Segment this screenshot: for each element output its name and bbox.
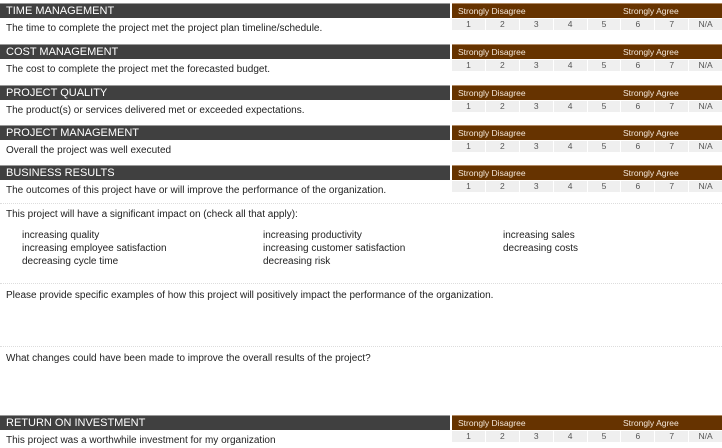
rating-option-5[interactable]: 5	[588, 141, 621, 152]
scale-header	[452, 125, 722, 140]
scale-header	[452, 415, 722, 430]
section-title: BUSINESS RESULTS	[0, 165, 450, 180]
rating-option-4[interactable]: 4	[554, 19, 587, 30]
open-question-changes: What changes could have been made to improve the overall results of the project?	[6, 353, 371, 364]
statement: This project was a worthwhile investment for my organization	[6, 435, 276, 446]
rating-option-1[interactable]: 1	[452, 101, 485, 112]
rating-option-5[interactable]: 5	[588, 431, 621, 442]
statement: The cost to complete the project met the forecasted budget.	[6, 64, 271, 75]
rating-option-1[interactable]: 1	[452, 141, 485, 152]
impact-option-decreasing-costs[interactable]: decreasing costs	[503, 243, 579, 254]
scale-right-label: Strongly Agree	[623, 88, 679, 98]
rating-option-7[interactable]: 7	[655, 181, 688, 192]
rating-option-6[interactable]: 6	[621, 60, 654, 71]
rating-option-na[interactable]: N/A	[689, 181, 722, 192]
rating-scale	[452, 431, 722, 442]
rating-option-4[interactable]: 4	[554, 181, 587, 192]
section-title: COST MANAGEMENT	[0, 44, 450, 59]
rating-option-6[interactable]: 6	[621, 181, 654, 192]
impact-option-decreasing-cycle-time[interactable]: decreasing cycle time	[22, 256, 119, 267]
impact-option-increasing-quality[interactable]: increasing quality	[22, 230, 100, 241]
rating-option-5[interactable]: 5	[588, 60, 621, 71]
rating-option-7[interactable]: 7	[655, 141, 688, 152]
divider	[0, 203, 722, 204]
statement: Overall the project was well executed	[6, 145, 172, 156]
rating-option-na[interactable]: N/A	[689, 141, 722, 152]
divider	[0, 283, 722, 284]
statement: The outcomes of this project have or will improve the performance of the organization.	[6, 185, 387, 196]
scale-right-label: Strongly Agree	[623, 128, 679, 138]
section-title: PROJECT QUALITY	[0, 85, 450, 100]
scale-left-label: Strongly Disagree	[458, 418, 526, 428]
rating-option-3[interactable]: 3	[520, 19, 553, 30]
rating-option-6[interactable]: 6	[621, 431, 654, 442]
impact-option-increasing-productivity[interactable]: increasing productivity	[263, 230, 362, 241]
rating-scale	[452, 101, 722, 112]
rating-option-2[interactable]: 2	[486, 141, 519, 152]
scale-left-label: Strongly Disagree	[458, 88, 526, 98]
rating-option-1[interactable]: 1	[452, 181, 485, 192]
rating-option-2[interactable]: 2	[486, 60, 519, 71]
impact-option-increasing-customer-satisfaction[interactable]: increasing customer satisfaction	[263, 243, 406, 254]
impact-option-increasing-sales[interactable]: increasing sales	[503, 230, 575, 241]
rating-option-2[interactable]: 2	[486, 19, 519, 30]
rating-scale	[452, 141, 722, 152]
rating-scale	[452, 19, 722, 30]
rating-option-6[interactable]: 6	[621, 19, 654, 30]
impact-option-decreasing-risk[interactable]: decreasing risk	[263, 256, 331, 267]
rating-scale	[452, 60, 722, 71]
open-question-examples: Please provide specific examples of how this project will positively impact the performance of the organization.	[6, 290, 494, 301]
section-title: PROJECT MANAGEMENT	[0, 125, 450, 140]
scale-left-label: Strongly Disagree	[458, 47, 526, 57]
rating-option-na[interactable]: N/A	[689, 19, 722, 30]
rating-option-1[interactable]: 1	[452, 60, 485, 71]
rating-option-na[interactable]: N/A	[689, 101, 722, 112]
rating-option-na[interactable]: N/A	[689, 431, 722, 442]
rating-option-3[interactable]: 3	[520, 141, 553, 152]
rating-option-3[interactable]: 3	[520, 60, 553, 71]
statement: The product(s) or services delivered met or exceeded expectations.	[6, 105, 305, 116]
rating-option-4[interactable]: 4	[554, 141, 587, 152]
impact-prompt: This project will have a significant impact on (check all that apply):	[6, 209, 298, 220]
rating-option-4[interactable]: 4	[554, 101, 587, 112]
rating-option-7[interactable]: 7	[655, 19, 688, 30]
scale-left-label: Strongly Disagree	[458, 6, 526, 16]
rating-option-4[interactable]: 4	[554, 431, 587, 442]
rating-scale	[452, 181, 722, 192]
rating-option-5[interactable]: 5	[588, 181, 621, 192]
scale-right-label: Strongly Agree	[623, 168, 679, 178]
rating-option-7[interactable]: 7	[655, 60, 688, 71]
rating-option-5[interactable]: 5	[588, 101, 621, 112]
rating-option-7[interactable]: 7	[655, 101, 688, 112]
scale-header	[452, 165, 722, 180]
section-title: RETURN ON INVESTMENT	[0, 415, 450, 430]
scale-header	[452, 44, 722, 59]
scale-right-label: Strongly Agree	[623, 418, 679, 428]
rating-option-3[interactable]: 3	[520, 181, 553, 192]
divider	[0, 346, 722, 347]
rating-option-6[interactable]: 6	[621, 101, 654, 112]
scale-left-label: Strongly Disagree	[458, 128, 526, 138]
rating-option-5[interactable]: 5	[588, 19, 621, 30]
statement: The time to complete the project met the project plan timeline/schedule.	[6, 23, 323, 34]
scale-right-label: Strongly Agree	[623, 47, 679, 57]
rating-option-6[interactable]: 6	[621, 141, 654, 152]
scale-left-label: Strongly Disagree	[458, 168, 526, 178]
impact-option-increasing-employee-satisfaction[interactable]: increasing employee satisfaction	[22, 243, 167, 254]
scale-header	[452, 3, 722, 18]
rating-option-2[interactable]: 2	[486, 181, 519, 192]
rating-option-7[interactable]: 7	[655, 431, 688, 442]
rating-option-1[interactable]: 1	[452, 431, 485, 442]
scale-header	[452, 85, 722, 100]
scale-right-label: Strongly Agree	[623, 6, 679, 16]
rating-option-2[interactable]: 2	[486, 431, 519, 442]
rating-option-1[interactable]: 1	[452, 19, 485, 30]
rating-option-4[interactable]: 4	[554, 60, 587, 71]
rating-option-na[interactable]: N/A	[689, 60, 722, 71]
section-title: TIME MANAGEMENT	[0, 3, 450, 18]
rating-option-3[interactable]: 3	[520, 431, 553, 442]
rating-option-3[interactable]: 3	[520, 101, 553, 112]
rating-option-2[interactable]: 2	[486, 101, 519, 112]
